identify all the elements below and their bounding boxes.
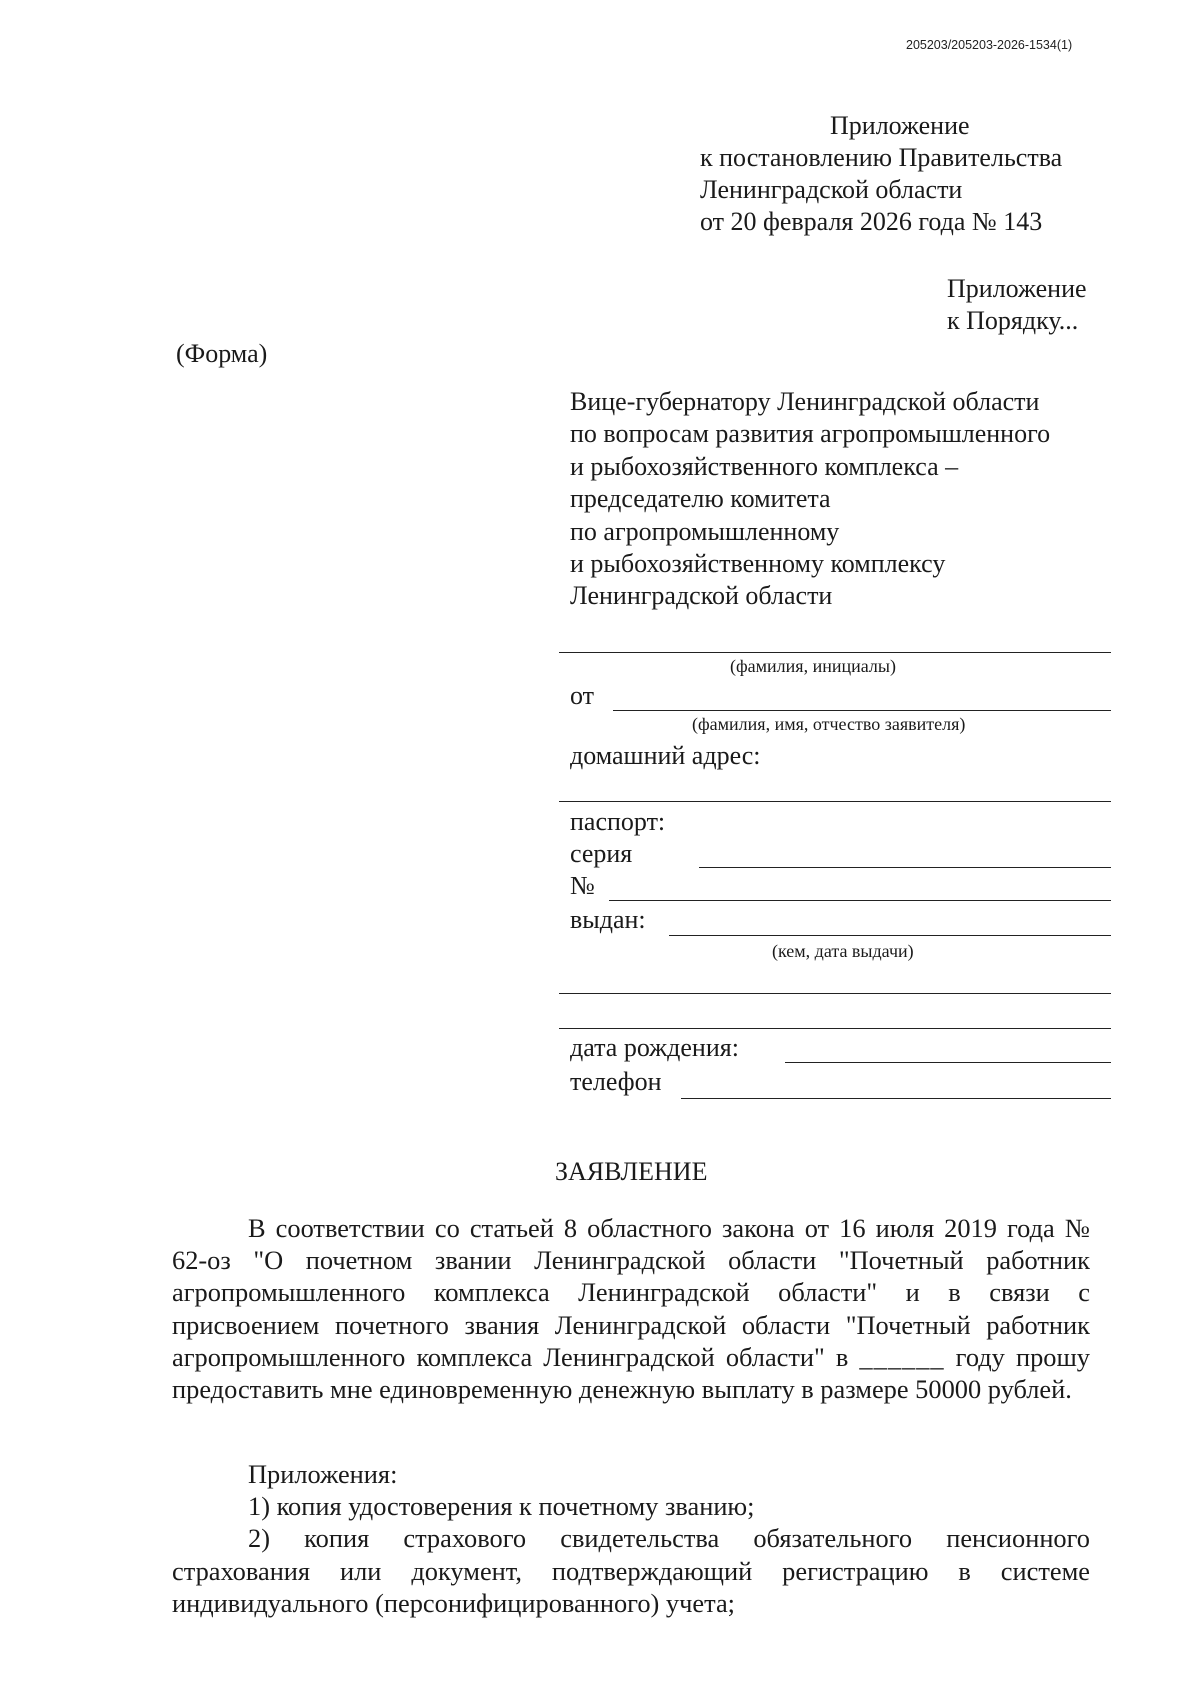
order-appendix-reference: к Порядку... — [947, 306, 1079, 335]
statement-text-part2: году прошу предоставить мне единовременную денежную выплату в размере 50000 рублей. — [172, 1341, 1090, 1405]
passport-label: паспорт: — [570, 807, 666, 836]
addressee-line: и рыбохозяйственному комплексу — [570, 549, 946, 579]
statement-title: ЗАЯВЛЕНИЕ — [555, 1157, 708, 1186]
home-address-label: домашний адрес: — [570, 741, 761, 770]
passport-series-field[interactable] — [699, 867, 1111, 868]
passport-issued-field-cont-1[interactable] — [559, 993, 1111, 994]
from-label: от — [570, 681, 595, 710]
applicant-name-field[interactable] — [613, 710, 1111, 711]
addressee-block — [570, 386, 1050, 613]
statement-text-part1: В соответствии со статьей 8 областного закона от 16 июля 2019 года № 62-оз "О почетном звании Ленинградской области "Почетный работник агропромышленного комплекса Ленинградской области" и в связи с присвоением почетного звания Ленинградской области "Почетный работник агропромышленного комплекса Ленинградской области" в — [172, 1213, 1090, 1372]
phone-field[interactable] — [681, 1098, 1111, 1099]
document-id: 205203/205203-2026-1534(1) — [906, 38, 1073, 52]
birth-date-field[interactable] — [785, 1062, 1111, 1063]
attachments-heading: Приложения: — [248, 1459, 398, 1489]
addressee-line: по вопросам развития агропромышленного — [570, 419, 1051, 449]
caption-issued-by: (кем, дата выдачи) — [772, 941, 914, 961]
caption-full-name: (фамилия, имя, отчество заявителя) — [692, 714, 966, 734]
series-label: серия — [570, 839, 633, 868]
attachments-list — [172, 1458, 1090, 1619]
addressee-name-field[interactable] — [559, 652, 1111, 653]
birth-date-label: дата рождения: — [570, 1033, 739, 1062]
addressee-line: и рыбохозяйственного комплекса – — [570, 451, 959, 481]
addressee-line: по агропромышленному — [570, 516, 840, 546]
passport-issued-field[interactable] — [669, 935, 1111, 936]
addressee-line: председателю комитета — [570, 484, 831, 514]
issued-label: выдан: — [570, 905, 646, 934]
attachment-item: 1) копия удостоверения к почетному званию; — [248, 1491, 755, 1522]
addressee-line: Ленинградской области — [570, 581, 833, 611]
appendix-title: Приложение — [830, 111, 970, 140]
passport-issued-field-cont-2[interactable] — [559, 1028, 1111, 1029]
year-blank-field[interactable]: ______ — [859, 1341, 945, 1372]
statement-body — [172, 1212, 1090, 1405]
caption-name-initials: (фамилия, инициалы) — [730, 656, 896, 676]
form-label: (Форма) — [176, 339, 268, 368]
appendix-line-region: Ленинградской области — [700, 175, 963, 204]
addressee-line: Вице-губернатору Ленинградской области — [570, 387, 1040, 416]
phone-label: телефон — [570, 1067, 662, 1096]
appendix-line-date-number: от 20 февраля 2026 года № 143 — [700, 207, 1043, 236]
order-appendix-title: Приложение — [947, 274, 1087, 303]
attachment-item: 2) копия страхового свидетельства обязательного пенсионного страхования или документ, подтверждающий регистрацию в системе индивидуального (персонифицированного) учета; — [172, 1523, 1090, 1618]
number-label: № — [570, 871, 595, 900]
appendix-line-decree: к постановлению Правительства — [700, 143, 1063, 172]
home-address-field[interactable] — [559, 801, 1111, 802]
passport-number-field[interactable] — [609, 900, 1111, 901]
